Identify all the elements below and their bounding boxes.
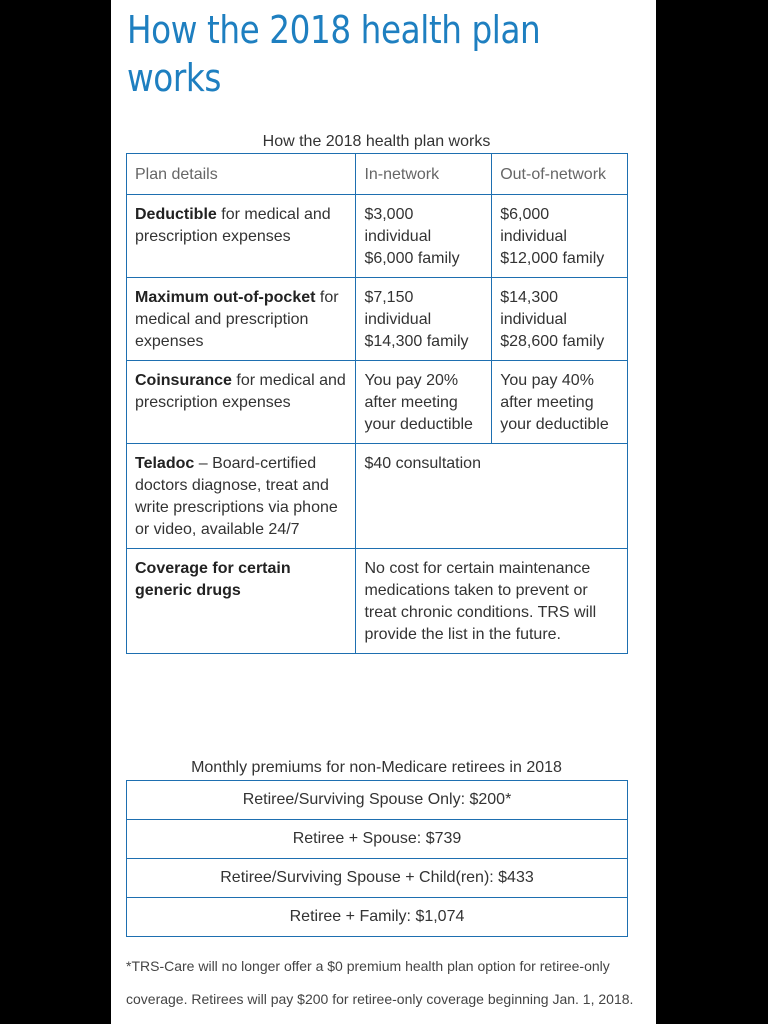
row-label-max-oop	[127, 278, 356, 361]
teladoc-value: $40 consultation	[356, 444, 628, 549]
header-plan-details: Plan details	[127, 154, 356, 195]
cell-line: individual	[500, 228, 567, 245]
cell-line: $28,600 family	[500, 333, 605, 350]
max-oop-in-network	[356, 278, 492, 361]
cell-line: $14,300 family	[364, 333, 469, 350]
plan-table-caption: How the 2018 health plan works	[262, 133, 491, 150]
row-label-bold: Coinsurance	[135, 372, 232, 389]
article-page	[111, 0, 656, 1024]
cell-line: $6,000	[500, 206, 550, 223]
table-row	[127, 898, 628, 937]
row-label-rest: for medical and prescription expenses	[135, 206, 331, 245]
header-in-network: In-network	[356, 154, 492, 195]
premiums-caption: Monthly premiums for non-Medicare retirees in 2018	[191, 759, 562, 776]
footnote: *TRS-Care will no longer offer a $0 premium health plan option for retiree-only coverage. Retirees will pay $200 for retiree-only coverage beginning Jan. 1, 2018.	[126, 958, 634, 1007]
table-row	[127, 361, 628, 444]
row-label-teladoc	[127, 444, 356, 549]
row-label-bold: Maximum out-of-pocket	[135, 289, 316, 306]
cell-line: $14,300	[500, 289, 559, 306]
cell-line: $12,000 family	[500, 250, 605, 267]
cell-line: $7,150	[364, 289, 414, 306]
generic-drugs-value: No cost for certain maintenance medications taken to prevent or treat chronic conditions. TRS will provide the list in the future.	[356, 549, 628, 654]
cell-line: individual	[364, 228, 432, 245]
table-row	[127, 195, 628, 278]
cell-line: $3,000	[364, 206, 414, 223]
premium-cell: Retiree + Family: $1,074	[127, 898, 628, 937]
premium-cell: Retiree/Surviving Spouse + Child(ren): $433	[127, 859, 628, 898]
row-label-generic-drugs	[127, 549, 356, 654]
deductible-in-network	[356, 195, 492, 278]
premium-cell: Retiree + Spouse: $739	[127, 820, 628, 859]
max-oop-out-network	[492, 278, 628, 361]
table-row	[127, 278, 628, 361]
row-label-coinsurance	[127, 361, 356, 444]
row-label-bold: Deductible	[135, 206, 217, 223]
row-label-rest: – Board-certified doctors diagnose, treat and write prescriptions via phone or video, available 24/7	[135, 455, 338, 538]
row-label-deductible	[127, 195, 356, 278]
table-row	[127, 859, 628, 898]
premiums-table	[126, 780, 628, 937]
coinsurance-out-network: You pay 40% after meeting your deductible	[492, 361, 628, 444]
row-label-bold: Coverage for certain generic drugs	[135, 560, 291, 599]
table-header-row	[127, 154, 628, 195]
row-label-rest: for medical and prescription expenses	[135, 372, 346, 411]
table-row	[127, 820, 628, 859]
cell-line: individual	[500, 311, 567, 328]
row-label-bold: Teladoc	[135, 455, 195, 472]
cell-line: individual	[364, 311, 432, 328]
premium-cell: Retiree/Surviving Spouse Only: $200*	[127, 781, 628, 820]
table-row	[127, 549, 628, 654]
deductible-out-network	[492, 195, 628, 278]
table-row	[127, 781, 628, 820]
header-out-of-network: Out-of-network	[492, 154, 628, 195]
row-label-rest: for medical and prescription expenses	[135, 289, 339, 350]
page-title: How the 2018 health plan works	[127, 8, 541, 100]
cell-line: $6,000 family	[364, 250, 460, 267]
plan-table	[126, 153, 628, 654]
table-row	[127, 444, 628, 549]
coinsurance-in-network: You pay 20% after meeting your deductible	[356, 361, 492, 444]
